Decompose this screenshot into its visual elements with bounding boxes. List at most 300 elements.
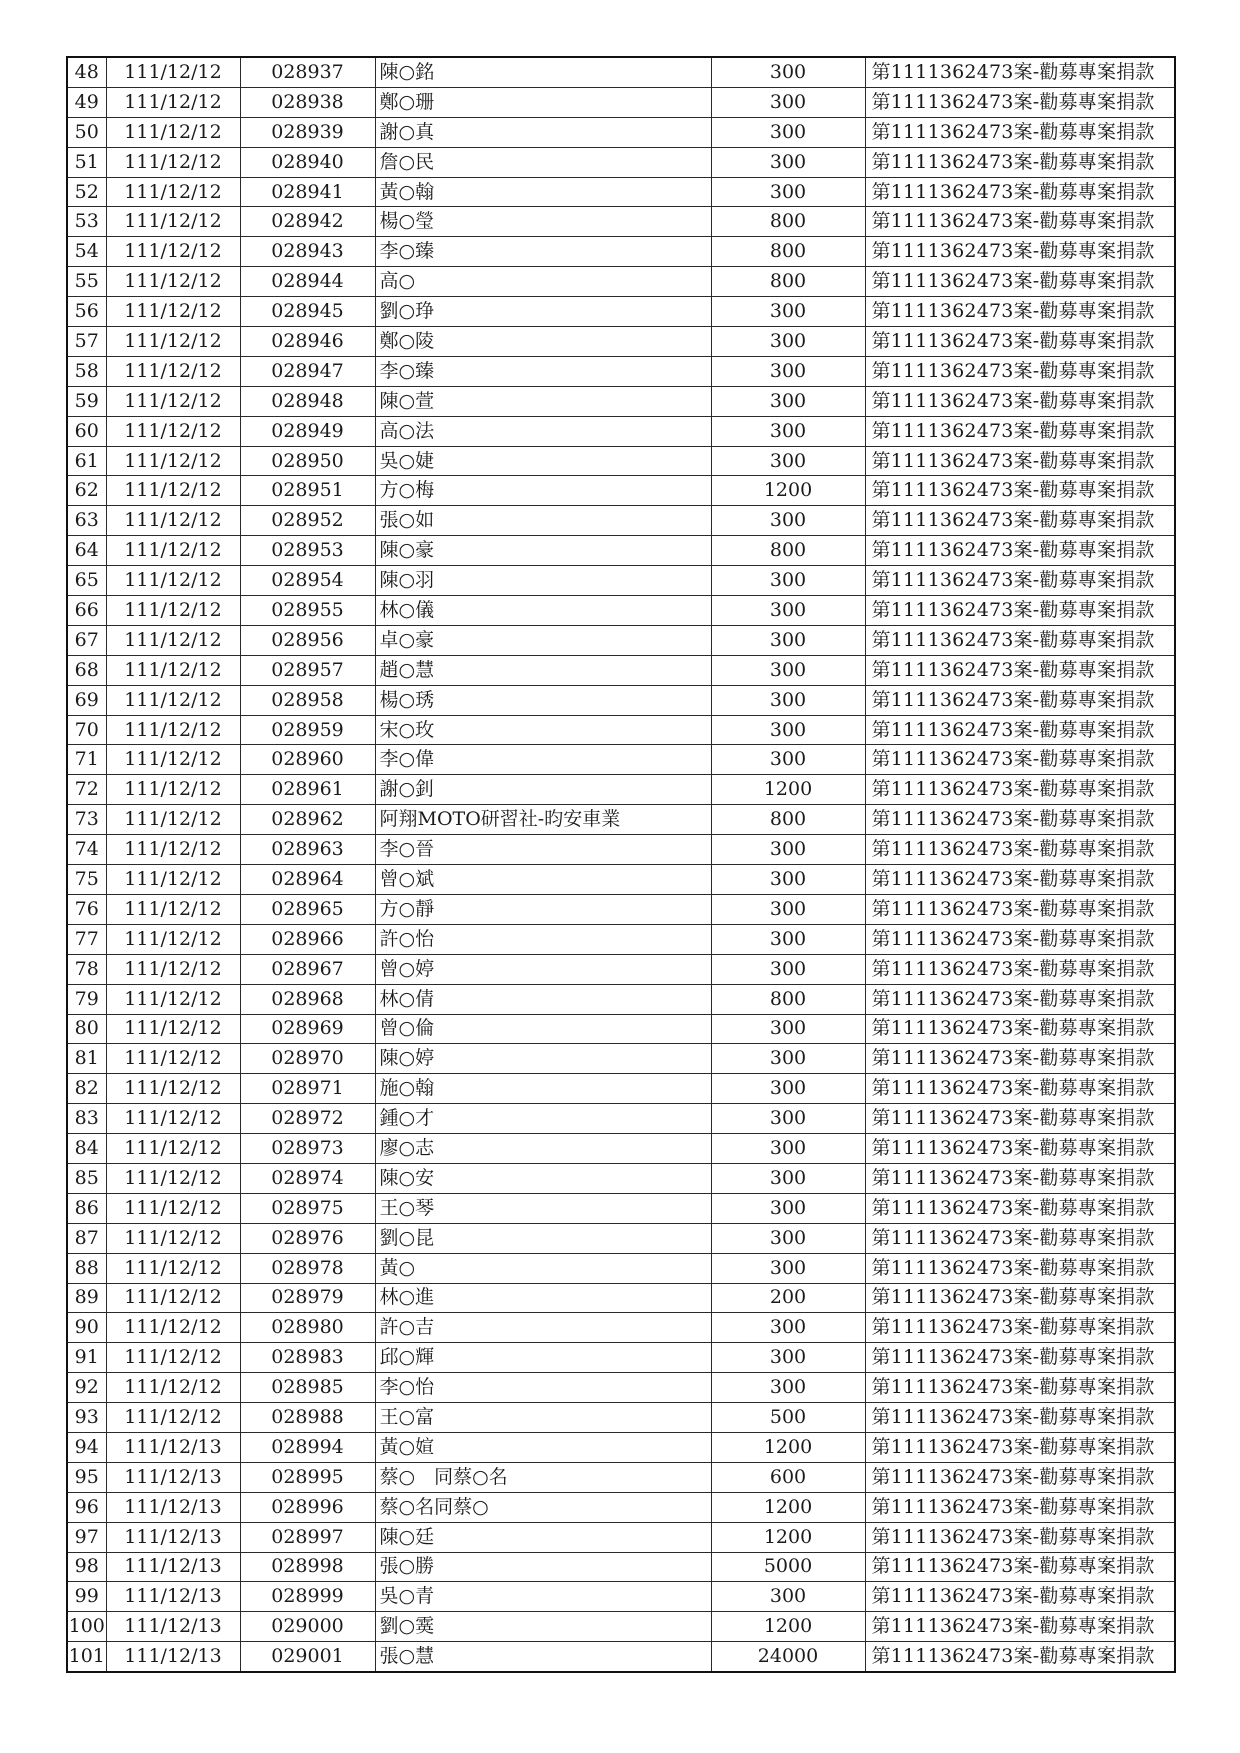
table-row bbox=[67, 356, 1175, 386]
row-number-cell: 79 bbox=[67, 984, 106, 1014]
row-number-cell: 89 bbox=[67, 1283, 106, 1313]
amount-cell: 300 bbox=[711, 1014, 865, 1044]
table-row bbox=[67, 416, 1175, 446]
receipt-number-cell: 028971 bbox=[240, 1074, 375, 1104]
receipt-number-cell: 028970 bbox=[240, 1044, 375, 1074]
table-row bbox=[67, 894, 1175, 924]
table-row bbox=[67, 745, 1175, 775]
donor-name-cell: 楊○瑩 bbox=[375, 207, 711, 237]
row-number-cell: 80 bbox=[67, 1014, 106, 1044]
date-cell: 111/12/13 bbox=[106, 1432, 240, 1462]
date-cell: 111/12/12 bbox=[106, 1343, 240, 1373]
receipt-number-cell: 028959 bbox=[240, 715, 375, 745]
receipt-number-cell: 028948 bbox=[240, 386, 375, 416]
amount-cell: 300 bbox=[711, 506, 865, 536]
table-row bbox=[67, 117, 1175, 147]
donor-name-cell: 王○琴 bbox=[375, 1193, 711, 1223]
note-cell: 第1111362473案-勸募專案捐款 bbox=[865, 924, 1175, 954]
receipt-number-cell: 028961 bbox=[240, 775, 375, 805]
note-cell: 第1111362473案-勸募專案捐款 bbox=[865, 1522, 1175, 1552]
row-number-cell: 50 bbox=[67, 117, 106, 147]
note-cell: 第1111362473案-勸募專案捐款 bbox=[865, 207, 1175, 237]
amount-cell: 1200 bbox=[711, 1522, 865, 1552]
date-cell: 111/12/12 bbox=[106, 386, 240, 416]
amount-cell: 1200 bbox=[711, 1432, 865, 1462]
amount-cell: 300 bbox=[711, 1313, 865, 1343]
receipt-number-cell: 028960 bbox=[240, 745, 375, 775]
donor-name-cell: 曾○倫 bbox=[375, 1014, 711, 1044]
row-number-cell: 49 bbox=[67, 87, 106, 117]
receipt-number-cell: 028942 bbox=[240, 207, 375, 237]
amount-cell: 300 bbox=[711, 1193, 865, 1223]
donor-name-cell: 劉○昆 bbox=[375, 1223, 711, 1253]
row-number-cell: 67 bbox=[67, 625, 106, 655]
receipt-number-cell: 028962 bbox=[240, 805, 375, 835]
amount-cell: 800 bbox=[711, 207, 865, 237]
amount-cell: 300 bbox=[711, 596, 865, 626]
receipt-number-cell: 028967 bbox=[240, 954, 375, 984]
receipt-number-cell: 028963 bbox=[240, 835, 375, 865]
note-cell: 第1111362473案-勸募專案捐款 bbox=[865, 715, 1175, 745]
amount-cell: 300 bbox=[711, 297, 865, 327]
note-cell: 第1111362473案-勸募專案捐款 bbox=[865, 117, 1175, 147]
receipt-number-cell: 028946 bbox=[240, 327, 375, 357]
amount-cell: 300 bbox=[711, 1044, 865, 1074]
date-cell: 111/12/12 bbox=[106, 506, 240, 536]
receipt-number-cell: 028955 bbox=[240, 596, 375, 626]
receipt-number-cell: 028937 bbox=[240, 57, 375, 87]
date-cell: 111/12/12 bbox=[106, 805, 240, 835]
row-number-cell: 77 bbox=[67, 924, 106, 954]
date-cell: 111/12/13 bbox=[106, 1642, 240, 1672]
note-cell: 第1111362473案-勸募專案捐款 bbox=[865, 1193, 1175, 1223]
table-row bbox=[67, 1373, 1175, 1403]
donor-name-cell: 邱○輝 bbox=[375, 1343, 711, 1373]
donor-name-cell: 張○慧 bbox=[375, 1642, 711, 1672]
note-cell: 第1111362473案-勸募專案捐款 bbox=[865, 416, 1175, 446]
amount-cell: 300 bbox=[711, 1343, 865, 1373]
table-row bbox=[67, 1612, 1175, 1642]
row-number-cell: 68 bbox=[67, 655, 106, 685]
date-cell: 111/12/12 bbox=[106, 177, 240, 207]
receipt-number-cell: 028983 bbox=[240, 1343, 375, 1373]
table-row bbox=[67, 1104, 1175, 1134]
row-number-cell: 88 bbox=[67, 1253, 106, 1283]
donor-name-cell: 陳○羽 bbox=[375, 566, 711, 596]
donor-name-cell: 曾○斌 bbox=[375, 865, 711, 895]
receipt-number-cell: 028974 bbox=[240, 1163, 375, 1193]
note-cell: 第1111362473案-勸募專案捐款 bbox=[865, 1642, 1175, 1672]
amount-cell: 300 bbox=[711, 655, 865, 685]
amount-cell: 300 bbox=[711, 87, 865, 117]
receipt-number-cell: 028958 bbox=[240, 685, 375, 715]
receipt-number-cell: 028952 bbox=[240, 506, 375, 536]
table-row bbox=[67, 715, 1175, 745]
date-cell: 111/12/12 bbox=[106, 147, 240, 177]
donation-table-body bbox=[67, 57, 1175, 1672]
receipt-number-cell: 028978 bbox=[240, 1253, 375, 1283]
amount-cell: 300 bbox=[711, 117, 865, 147]
receipt-number-cell: 028939 bbox=[240, 117, 375, 147]
date-cell: 111/12/12 bbox=[106, 446, 240, 476]
row-number-cell: 90 bbox=[67, 1313, 106, 1343]
receipt-number-cell: 028944 bbox=[240, 267, 375, 297]
note-cell: 第1111362473案-勸募專案捐款 bbox=[865, 1432, 1175, 1462]
row-number-cell: 60 bbox=[67, 416, 106, 446]
date-cell: 111/12/12 bbox=[106, 297, 240, 327]
note-cell: 第1111362473案-勸募專案捐款 bbox=[865, 1253, 1175, 1283]
date-cell: 111/12/12 bbox=[106, 1014, 240, 1044]
donor-name-cell: 鍾○才 bbox=[375, 1104, 711, 1134]
date-cell: 111/12/13 bbox=[106, 1612, 240, 1642]
amount-cell: 1200 bbox=[711, 775, 865, 805]
table-row bbox=[67, 566, 1175, 596]
receipt-number-cell: 028947 bbox=[240, 356, 375, 386]
receipt-number-cell: 028938 bbox=[240, 87, 375, 117]
donor-name-cell: 林○倩 bbox=[375, 984, 711, 1014]
amount-cell: 300 bbox=[711, 1163, 865, 1193]
note-cell: 第1111362473案-勸募專案捐款 bbox=[865, 1582, 1175, 1612]
amount-cell: 300 bbox=[711, 416, 865, 446]
row-number-cell: 65 bbox=[67, 566, 106, 596]
row-number-cell: 83 bbox=[67, 1104, 106, 1134]
row-number-cell: 74 bbox=[67, 835, 106, 865]
date-cell: 111/12/12 bbox=[106, 655, 240, 685]
date-cell: 111/12/12 bbox=[106, 117, 240, 147]
receipt-number-cell: 028976 bbox=[240, 1223, 375, 1253]
note-cell: 第1111362473案-勸募專案捐款 bbox=[865, 1134, 1175, 1164]
note-cell: 第1111362473案-勸募專案捐款 bbox=[865, 655, 1175, 685]
receipt-number-cell: 028994 bbox=[240, 1432, 375, 1462]
donor-name-cell: 廖○志 bbox=[375, 1134, 711, 1164]
row-number-cell: 71 bbox=[67, 745, 106, 775]
table-row bbox=[67, 1074, 1175, 1104]
donor-name-cell: 趙○慧 bbox=[375, 655, 711, 685]
row-number-cell: 63 bbox=[67, 506, 106, 536]
row-number-cell: 59 bbox=[67, 386, 106, 416]
donor-name-cell: 劉○琤 bbox=[375, 297, 711, 327]
row-number-cell: 66 bbox=[67, 596, 106, 626]
receipt-number-cell: 028945 bbox=[240, 297, 375, 327]
donor-name-cell: 陳○豪 bbox=[375, 536, 711, 566]
row-number-cell: 96 bbox=[67, 1492, 106, 1522]
row-number-cell: 82 bbox=[67, 1074, 106, 1104]
note-cell: 第1111362473案-勸募專案捐款 bbox=[865, 506, 1175, 536]
row-number-cell: 55 bbox=[67, 267, 106, 297]
table-row bbox=[67, 87, 1175, 117]
date-cell: 111/12/12 bbox=[106, 566, 240, 596]
date-cell: 111/12/12 bbox=[106, 775, 240, 805]
table-row bbox=[67, 1313, 1175, 1343]
note-cell: 第1111362473案-勸募專案捐款 bbox=[865, 1462, 1175, 1492]
donor-name-cell: 陳○萱 bbox=[375, 386, 711, 416]
donor-name-cell: 許○吉 bbox=[375, 1313, 711, 1343]
note-cell: 第1111362473案-勸募專案捐款 bbox=[865, 596, 1175, 626]
note-cell: 第1111362473案-勸募專案捐款 bbox=[865, 805, 1175, 835]
donor-name-cell: 蔡○ 同蔡○名 bbox=[375, 1462, 711, 1492]
table-row bbox=[67, 1044, 1175, 1074]
date-cell: 111/12/12 bbox=[106, 476, 240, 506]
note-cell: 第1111362473案-勸募專案捐款 bbox=[865, 1373, 1175, 1403]
donor-name-cell: 方○靜 bbox=[375, 894, 711, 924]
amount-cell: 500 bbox=[711, 1403, 865, 1433]
receipt-number-cell: 028995 bbox=[240, 1462, 375, 1492]
row-number-cell: 70 bbox=[67, 715, 106, 745]
table-row bbox=[67, 685, 1175, 715]
row-number-cell: 87 bbox=[67, 1223, 106, 1253]
row-number-cell: 94 bbox=[67, 1432, 106, 1462]
amount-cell: 300 bbox=[711, 1104, 865, 1134]
donor-name-cell: 宋○玫 bbox=[375, 715, 711, 745]
date-cell: 111/12/12 bbox=[106, 327, 240, 357]
date-cell: 111/12/12 bbox=[106, 894, 240, 924]
date-cell: 111/12/12 bbox=[106, 1253, 240, 1283]
row-number-cell: 99 bbox=[67, 1582, 106, 1612]
donor-name-cell: 陳○銘 bbox=[375, 57, 711, 87]
table-row bbox=[67, 1193, 1175, 1223]
table-row bbox=[67, 446, 1175, 476]
table-row bbox=[67, 1432, 1175, 1462]
receipt-number-cell: 029001 bbox=[240, 1642, 375, 1672]
date-cell: 111/12/12 bbox=[106, 715, 240, 745]
row-number-cell: 52 bbox=[67, 177, 106, 207]
receipt-number-cell: 028957 bbox=[240, 655, 375, 685]
note-cell: 第1111362473案-勸募專案捐款 bbox=[865, 1044, 1175, 1074]
table-row bbox=[67, 536, 1175, 566]
date-cell: 111/12/12 bbox=[106, 1044, 240, 1074]
donor-name-cell: 高○法 bbox=[375, 416, 711, 446]
donor-name-cell: 黃○翰 bbox=[375, 177, 711, 207]
table-row bbox=[67, 1522, 1175, 1552]
date-cell: 111/12/12 bbox=[106, 87, 240, 117]
donor-name-cell: 鄭○珊 bbox=[375, 87, 711, 117]
date-cell: 111/12/12 bbox=[106, 1373, 240, 1403]
donor-name-cell: 陳○廷 bbox=[375, 1522, 711, 1552]
donor-name-cell: 黃○媗 bbox=[375, 1432, 711, 1462]
row-number-cell: 54 bbox=[67, 237, 106, 267]
date-cell: 111/12/12 bbox=[106, 536, 240, 566]
note-cell: 第1111362473案-勸募專案捐款 bbox=[865, 625, 1175, 655]
table-row bbox=[67, 327, 1175, 357]
date-cell: 111/12/13 bbox=[106, 1582, 240, 1612]
date-cell: 111/12/13 bbox=[106, 1522, 240, 1552]
table-row bbox=[67, 1492, 1175, 1522]
table-row bbox=[67, 297, 1175, 327]
date-cell: 111/12/13 bbox=[106, 1462, 240, 1492]
receipt-number-cell: 028943 bbox=[240, 237, 375, 267]
table-row bbox=[67, 954, 1175, 984]
date-cell: 111/12/12 bbox=[106, 356, 240, 386]
note-cell: 第1111362473案-勸募專案捐款 bbox=[865, 1223, 1175, 1253]
note-cell: 第1111362473案-勸募專案捐款 bbox=[865, 147, 1175, 177]
date-cell: 111/12/12 bbox=[106, 57, 240, 87]
note-cell: 第1111362473案-勸募專案捐款 bbox=[865, 1283, 1175, 1313]
donor-name-cell: 蔡○名同蔡○ bbox=[375, 1492, 711, 1522]
row-number-cell: 100 bbox=[67, 1612, 106, 1642]
receipt-number-cell: 028973 bbox=[240, 1134, 375, 1164]
date-cell: 111/12/12 bbox=[106, 1074, 240, 1104]
note-cell: 第1111362473案-勸募專案捐款 bbox=[865, 745, 1175, 775]
amount-cell: 800 bbox=[711, 237, 865, 267]
amount-cell: 300 bbox=[711, 625, 865, 655]
note-cell: 第1111362473案-勸募專案捐款 bbox=[865, 894, 1175, 924]
donor-name-cell: 許○怡 bbox=[375, 924, 711, 954]
note-cell: 第1111362473案-勸募專案捐款 bbox=[865, 954, 1175, 984]
table-row bbox=[67, 147, 1175, 177]
amount-cell: 300 bbox=[711, 865, 865, 895]
row-number-cell: 48 bbox=[67, 57, 106, 87]
table-row bbox=[67, 1462, 1175, 1492]
date-cell: 111/12/12 bbox=[106, 1104, 240, 1134]
table-row bbox=[67, 1403, 1175, 1433]
donor-name-cell: 楊○琇 bbox=[375, 685, 711, 715]
amount-cell: 300 bbox=[711, 1253, 865, 1283]
table-row bbox=[67, 177, 1175, 207]
date-cell: 111/12/12 bbox=[106, 1313, 240, 1343]
row-number-cell: 86 bbox=[67, 1193, 106, 1223]
note-cell: 第1111362473案-勸募專案捐款 bbox=[865, 835, 1175, 865]
date-cell: 111/12/12 bbox=[106, 1223, 240, 1253]
amount-cell: 200 bbox=[711, 1283, 865, 1313]
donor-name-cell: 謝○釗 bbox=[375, 775, 711, 805]
amount-cell: 300 bbox=[711, 685, 865, 715]
donor-name-cell: 施○翰 bbox=[375, 1074, 711, 1104]
amount-cell: 300 bbox=[711, 327, 865, 357]
date-cell: 111/12/12 bbox=[106, 835, 240, 865]
donor-name-cell: 張○如 bbox=[375, 506, 711, 536]
table-row bbox=[67, 237, 1175, 267]
amount-cell: 800 bbox=[711, 984, 865, 1014]
amount-cell: 300 bbox=[711, 954, 865, 984]
row-number-cell: 85 bbox=[67, 1163, 106, 1193]
date-cell: 111/12/12 bbox=[106, 865, 240, 895]
row-number-cell: 92 bbox=[67, 1373, 106, 1403]
row-number-cell: 95 bbox=[67, 1462, 106, 1492]
amount-cell: 300 bbox=[711, 1582, 865, 1612]
donor-name-cell: 謝○真 bbox=[375, 117, 711, 147]
table-row bbox=[67, 984, 1175, 1014]
table-row bbox=[67, 1283, 1175, 1313]
receipt-number-cell: 028985 bbox=[240, 1373, 375, 1403]
date-cell: 111/12/12 bbox=[106, 267, 240, 297]
note-cell: 第1111362473案-勸募專案捐款 bbox=[865, 984, 1175, 1014]
note-cell: 第1111362473案-勸募專案捐款 bbox=[865, 446, 1175, 476]
table-row bbox=[67, 625, 1175, 655]
receipt-number-cell: 028953 bbox=[240, 536, 375, 566]
receipt-number-cell: 028979 bbox=[240, 1283, 375, 1313]
note-cell: 第1111362473案-勸募專案捐款 bbox=[865, 327, 1175, 357]
date-cell: 111/12/12 bbox=[106, 745, 240, 775]
row-number-cell: 93 bbox=[67, 1403, 106, 1433]
note-cell: 第1111362473案-勸募專案捐款 bbox=[865, 297, 1175, 327]
date-cell: 111/12/12 bbox=[106, 596, 240, 626]
donor-name-cell: 張○勝 bbox=[375, 1552, 711, 1582]
note-cell: 第1111362473案-勸募專案捐款 bbox=[865, 536, 1175, 566]
row-number-cell: 69 bbox=[67, 685, 106, 715]
table-row bbox=[67, 57, 1175, 87]
receipt-number-cell: 028988 bbox=[240, 1403, 375, 1433]
receipt-number-cell: 028966 bbox=[240, 924, 375, 954]
note-cell: 第1111362473案-勸募專案捐款 bbox=[865, 566, 1175, 596]
note-cell: 第1111362473案-勸募專案捐款 bbox=[865, 1403, 1175, 1433]
note-cell: 第1111362473案-勸募專案捐款 bbox=[865, 1163, 1175, 1193]
row-number-cell: 62 bbox=[67, 476, 106, 506]
note-cell: 第1111362473案-勸募專案捐款 bbox=[865, 1074, 1175, 1104]
table-row bbox=[67, 1163, 1175, 1193]
row-number-cell: 51 bbox=[67, 147, 106, 177]
table-row bbox=[67, 1582, 1175, 1612]
row-number-cell: 76 bbox=[67, 894, 106, 924]
date-cell: 111/12/12 bbox=[106, 1163, 240, 1193]
table-row bbox=[67, 386, 1175, 416]
date-cell: 111/12/12 bbox=[106, 1134, 240, 1164]
note-cell: 第1111362473案-勸募專案捐款 bbox=[865, 177, 1175, 207]
note-cell: 第1111362473案-勸募專案捐款 bbox=[865, 685, 1175, 715]
receipt-number-cell: 028972 bbox=[240, 1104, 375, 1134]
table-row bbox=[67, 1134, 1175, 1164]
donor-name-cell: 方○梅 bbox=[375, 476, 711, 506]
table-row bbox=[67, 506, 1175, 536]
donor-name-cell: 阿翔MOTO研習社-昀安車業 bbox=[375, 805, 711, 835]
amount-cell: 5000 bbox=[711, 1552, 865, 1582]
date-cell: 111/12/13 bbox=[106, 1492, 240, 1522]
receipt-number-cell: 028997 bbox=[240, 1522, 375, 1552]
table-row bbox=[67, 865, 1175, 895]
amount-cell: 800 bbox=[711, 536, 865, 566]
date-cell: 111/12/12 bbox=[106, 207, 240, 237]
row-number-cell: 58 bbox=[67, 356, 106, 386]
date-cell: 111/12/13 bbox=[106, 1552, 240, 1582]
note-cell: 第1111362473案-勸募專案捐款 bbox=[865, 1612, 1175, 1642]
amount-cell: 300 bbox=[711, 566, 865, 596]
amount-cell: 300 bbox=[711, 894, 865, 924]
date-cell: 111/12/12 bbox=[106, 1403, 240, 1433]
date-cell: 111/12/12 bbox=[106, 625, 240, 655]
donor-name-cell: 曾○婷 bbox=[375, 954, 711, 984]
receipt-number-cell: 028969 bbox=[240, 1014, 375, 1044]
amount-cell: 300 bbox=[711, 1373, 865, 1403]
table-row bbox=[67, 1223, 1175, 1253]
note-cell: 第1111362473案-勸募專案捐款 bbox=[865, 57, 1175, 87]
receipt-number-cell: 028968 bbox=[240, 984, 375, 1014]
donor-name-cell: 李○臻 bbox=[375, 356, 711, 386]
receipt-number-cell: 028950 bbox=[240, 446, 375, 476]
note-cell: 第1111362473案-勸募專案捐款 bbox=[865, 237, 1175, 267]
row-number-cell: 84 bbox=[67, 1134, 106, 1164]
note-cell: 第1111362473案-勸募專案捐款 bbox=[865, 267, 1175, 297]
receipt-number-cell: 028999 bbox=[240, 1582, 375, 1612]
receipt-number-cell: 028980 bbox=[240, 1313, 375, 1343]
receipt-number-cell: 028951 bbox=[240, 476, 375, 506]
row-number-cell: 97 bbox=[67, 1522, 106, 1552]
amount-cell: 300 bbox=[711, 1223, 865, 1253]
donor-name-cell: 鄭○陵 bbox=[375, 327, 711, 357]
receipt-number-cell: 028975 bbox=[240, 1193, 375, 1223]
note-cell: 第1111362473案-勸募專案捐款 bbox=[865, 356, 1175, 386]
donor-name-cell: 詹○民 bbox=[375, 147, 711, 177]
table-row bbox=[67, 655, 1175, 685]
donor-name-cell: 林○進 bbox=[375, 1283, 711, 1313]
amount-cell: 1200 bbox=[711, 1492, 865, 1522]
amount-cell: 300 bbox=[711, 1134, 865, 1164]
date-cell: 111/12/12 bbox=[106, 685, 240, 715]
date-cell: 111/12/12 bbox=[106, 237, 240, 267]
table-row bbox=[67, 775, 1175, 805]
amount-cell: 300 bbox=[711, 147, 865, 177]
receipt-number-cell: 028998 bbox=[240, 1552, 375, 1582]
amount-cell: 24000 bbox=[711, 1642, 865, 1672]
note-cell: 第1111362473案-勸募專案捐款 bbox=[865, 1313, 1175, 1343]
